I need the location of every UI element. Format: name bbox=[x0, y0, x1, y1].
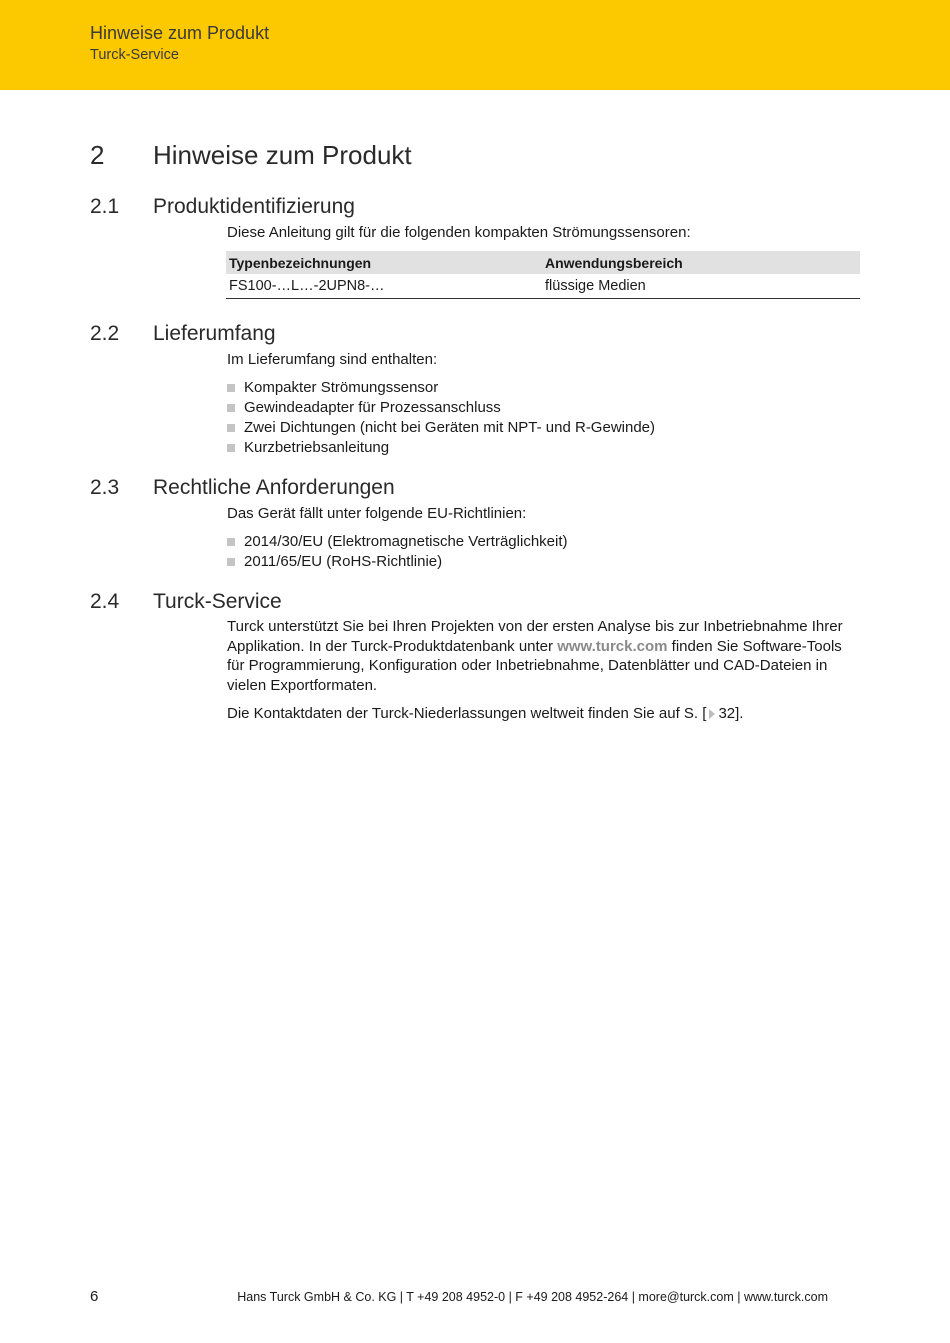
bullet-square-icon bbox=[227, 384, 235, 392]
chapter-number: 2 bbox=[90, 140, 105, 170]
table-header-cell: Anwendungsbereich bbox=[545, 255, 683, 271]
header-subtitle: Turck-Service bbox=[90, 47, 179, 63]
section-title: Rechtliche Anforderungen bbox=[153, 476, 395, 499]
bullet-square-icon bbox=[227, 404, 235, 412]
turck-website-link[interactable]: www.turck.com bbox=[557, 637, 668, 655]
header-title: Hinweise zum Produkt bbox=[90, 23, 270, 43]
page-number: 6 bbox=[90, 1288, 99, 1305]
service-paragraph: Turck unterstützt Sie bei Ihren Projekten von der ersten Analyse bis zur Inbetriebnahme Ihrer Applikation. In der Turck-Produktdatenbank unter www.turck.com finden Sie Software-Tools für Programmierung, Konfiguration oder Inbetriebnahme, Datenblätter und CAD-Dateien in vielen Exportformaten. bbox=[227, 618, 843, 694]
list-item: 2011/65/EU (RoHS-Richtlinie) bbox=[227, 552, 568, 572]
section-title: Turck-Service bbox=[153, 590, 282, 613]
contact-paragraph: Die Kontaktdaten der Turck-Niederlassungen weltweit finden Sie auf S. [ 32]. bbox=[227, 705, 744, 722]
list-item: Kurzbetriebsanleitung bbox=[227, 438, 655, 458]
list-item: Gewindeadapter für Prozessanschluss bbox=[227, 398, 655, 418]
section-intro: Diese Anleitung gilt für die folgenden kompakten Strömungssensoren: bbox=[227, 224, 691, 241]
bullet-square-icon bbox=[227, 558, 235, 566]
section-intro: Das Gerät fällt unter folgende EU-Richtlinien: bbox=[227, 505, 527, 522]
section-title: Produktidentifizierung bbox=[153, 195, 355, 218]
list-item: Zwei Dichtungen (nicht bei Geräten mit NPT- und R-Gewinde) bbox=[227, 418, 655, 438]
page-reference-arrow-icon bbox=[709, 709, 715, 719]
chapter-title: Hinweise zum Produkt bbox=[153, 140, 412, 170]
page-header bbox=[0, 0, 950, 90]
bullet-square-icon bbox=[227, 538, 235, 546]
bullet-square-icon bbox=[227, 424, 235, 432]
list-item: 2014/30/EU (Elektromagnetische Verträglichkeit) bbox=[227, 532, 568, 552]
table-cell: FS100-…L…-2UPN8-… bbox=[229, 278, 385, 294]
section-number: 2.4 bbox=[90, 590, 120, 613]
section-number: 2.1 bbox=[90, 195, 120, 218]
footer-contact: Hans Turck GmbH & Co. KG | T +49 208 4952-0 | F +49 208 4952-264 | more@turck.com | www.turck.com bbox=[237, 1290, 828, 1304]
table-header-cell: Typenbezeichnungen bbox=[229, 255, 372, 271]
page-reference-link[interactable]: 32 bbox=[718, 705, 736, 722]
section-title: Lieferumfang bbox=[153, 322, 276, 345]
delivery-list bbox=[227, 378, 655, 458]
section-number: 2.3 bbox=[90, 476, 120, 499]
product-table bbox=[226, 251, 860, 299]
section-intro: Im Lieferumfang sind enthalten: bbox=[227, 351, 438, 368]
list-item: Kompakter Strömungssensor bbox=[227, 378, 655, 398]
directives-list bbox=[227, 532, 568, 572]
table-cell: flüssige Medien bbox=[545, 278, 646, 294]
table-row bbox=[226, 274, 860, 299]
bullet-square-icon bbox=[227, 444, 235, 452]
table-header bbox=[226, 251, 860, 274]
section-number: 2.2 bbox=[90, 322, 120, 345]
